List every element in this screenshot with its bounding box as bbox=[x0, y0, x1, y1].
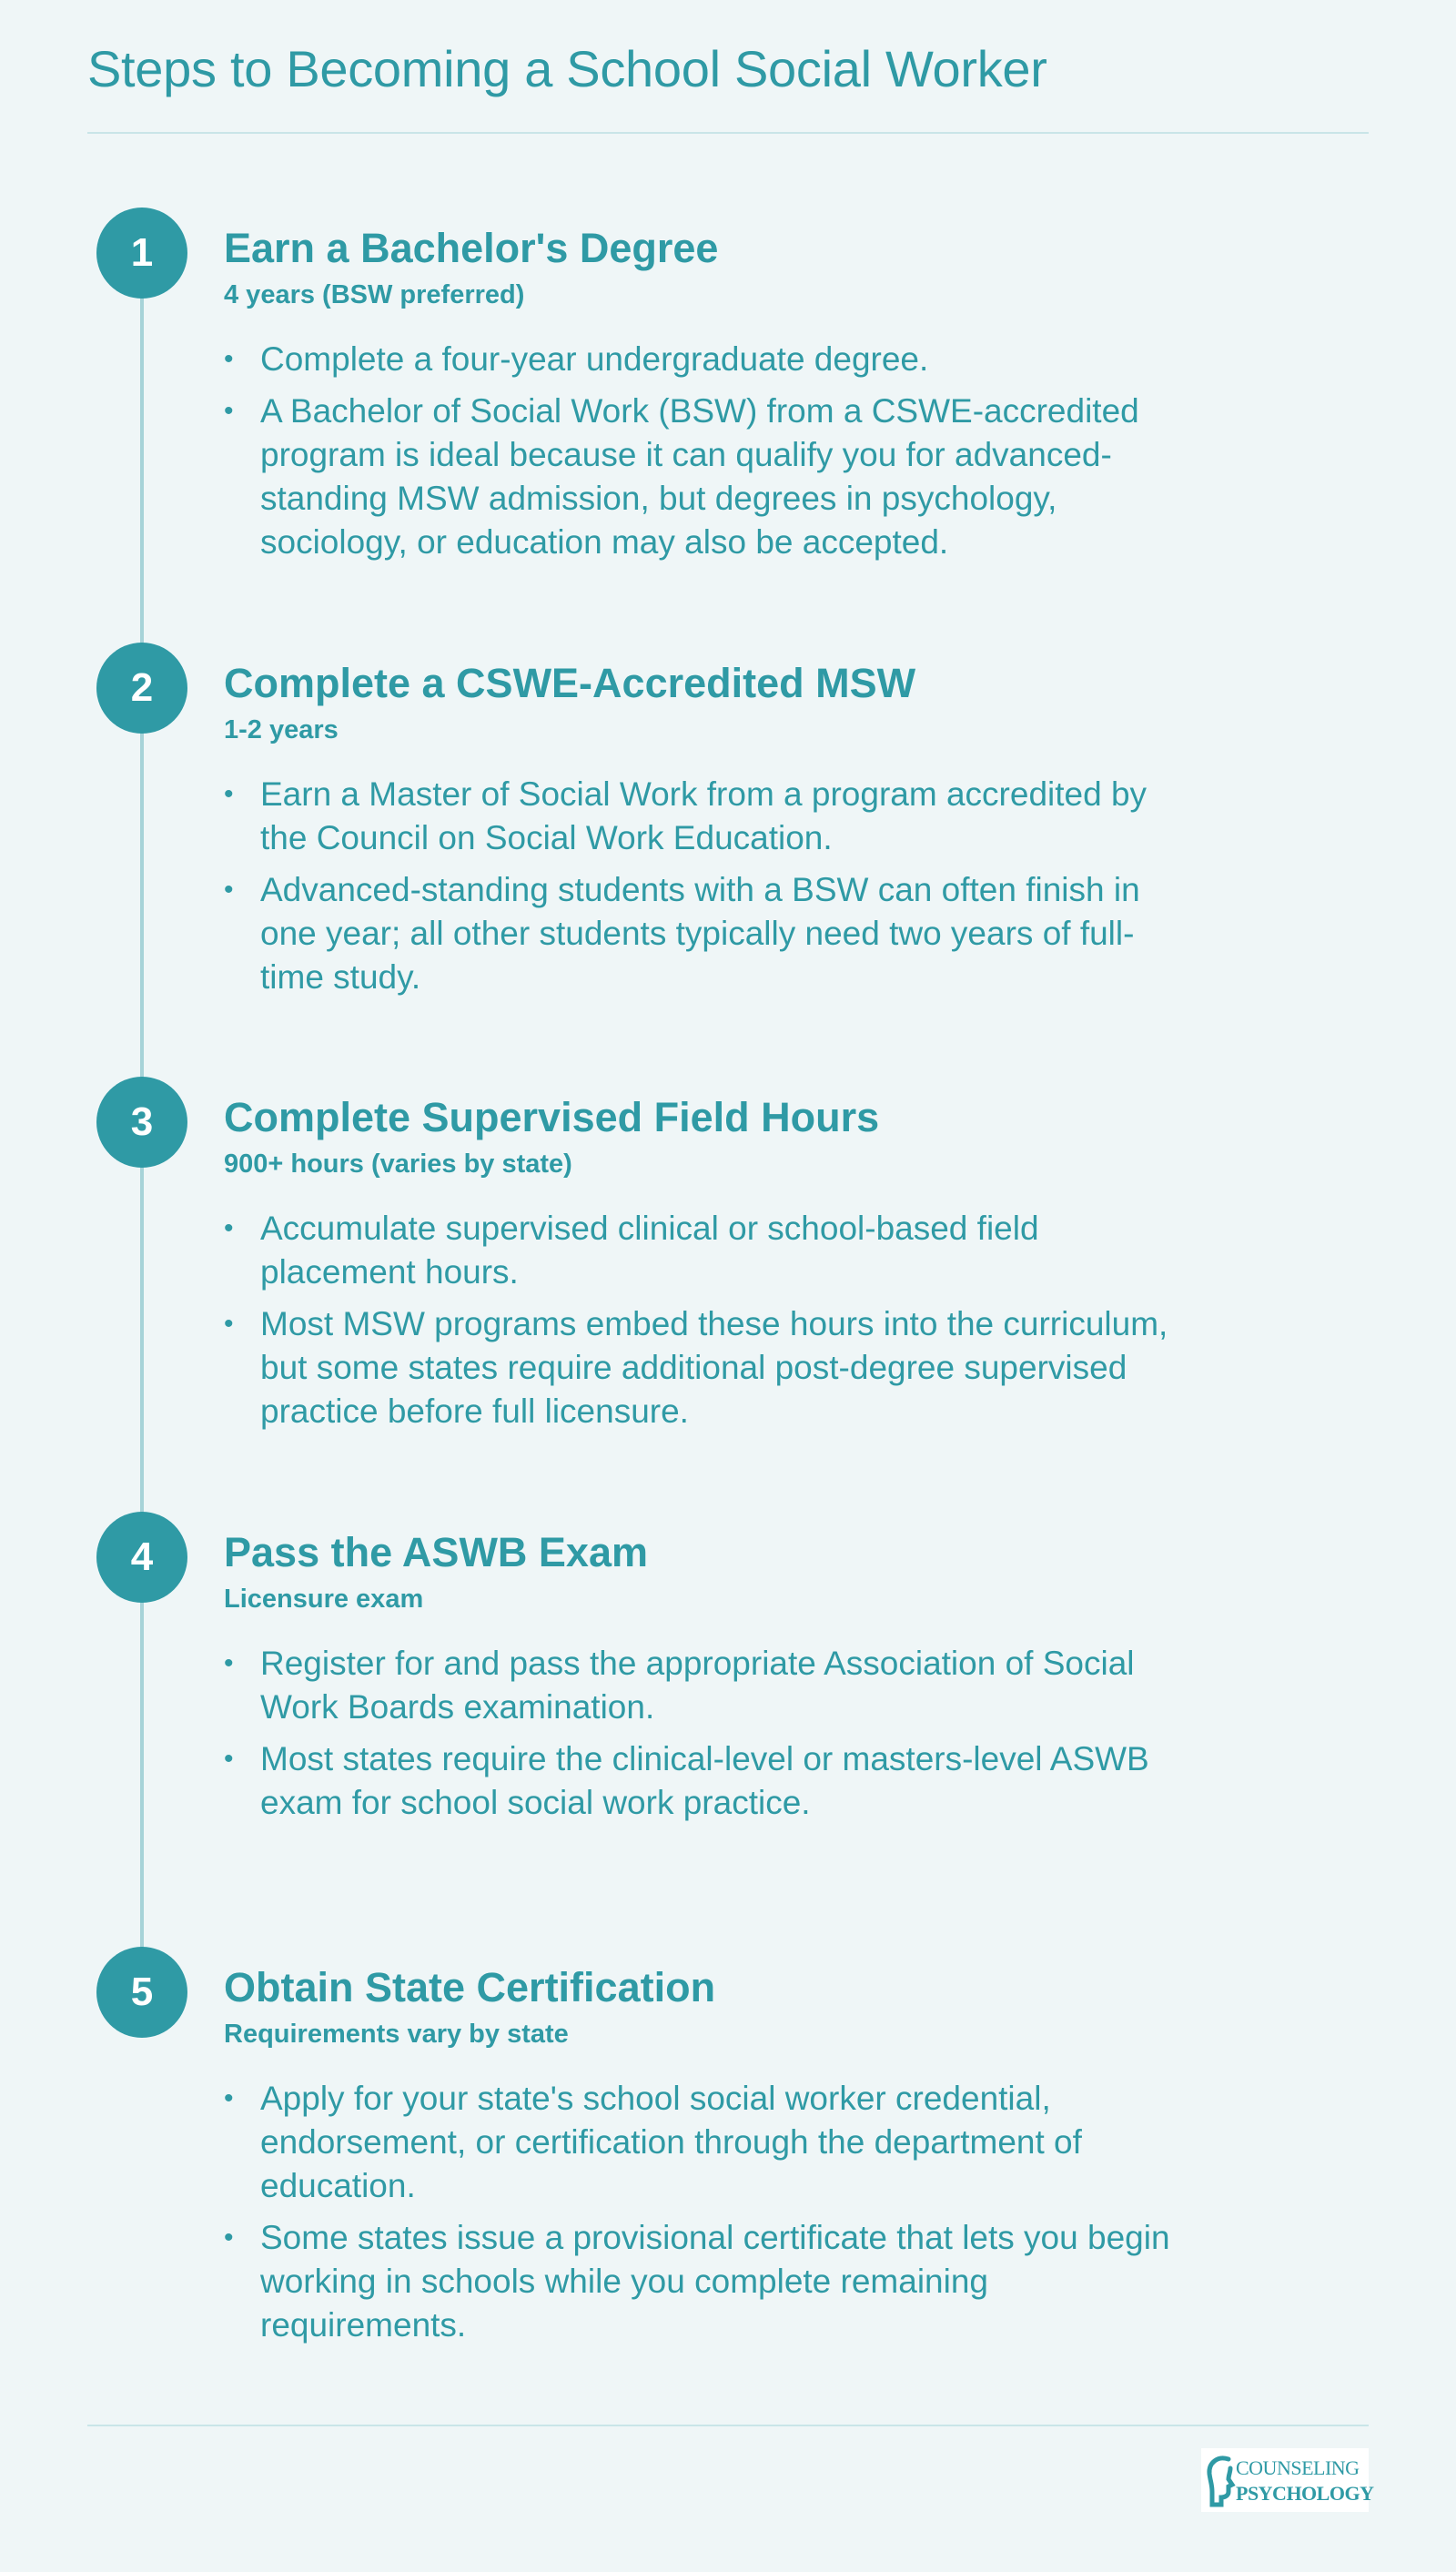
bullet-dot-icon: • bbox=[224, 1309, 234, 1339]
bullet-text: Accumulate supervised clinical or school-based field placement hours. bbox=[260, 1210, 1039, 1291]
bullet-dot-icon: • bbox=[224, 1213, 234, 1243]
step-number-badge: 4 bbox=[96, 1512, 187, 1603]
bullet-text: Earn a Master of Social Work from a program accredited by the Council on Social Work Education. bbox=[260, 775, 1148, 856]
bullet-item bbox=[224, 390, 1188, 564]
step-bullet-list bbox=[224, 1642, 1188, 1825]
step-title: Complete Supervised Field Hours bbox=[224, 1094, 880, 1140]
step-title: Complete a CSWE-Accredited MSW bbox=[224, 660, 916, 706]
step-duration: 900+ hours (varies by state) bbox=[224, 1149, 572, 1179]
bullet-item bbox=[224, 1642, 1188, 1729]
footer-divider bbox=[87, 2425, 1369, 2426]
step-duration: Licensure exam bbox=[224, 1585, 424, 1614]
counseling-psychology-logo bbox=[1201, 2448, 1374, 2512]
bullet-dot-icon: • bbox=[224, 1648, 234, 1678]
step-content bbox=[224, 1092, 1188, 1442]
bullet-dot-icon: • bbox=[224, 396, 234, 426]
step-title: Obtain State Certification bbox=[224, 1964, 716, 2010]
bullet-item bbox=[224, 1302, 1188, 1433]
step-title: Earn a Bachelor's Degree bbox=[224, 225, 719, 271]
header-divider bbox=[87, 132, 1369, 134]
step-number-badge: 1 bbox=[96, 208, 187, 299]
bullet-dot-icon: • bbox=[224, 2083, 234, 2113]
bullet-text: Some states issue a provisional certificate that lets you begin working in schools while you complete remaining requirements. bbox=[260, 2219, 1170, 2344]
bullet-item bbox=[224, 773, 1188, 860]
logo-line-2: PSYCHOLOGY bbox=[1236, 2482, 1374, 2505]
step-bullet-list bbox=[224, 1207, 1188, 1433]
bullet-text: Advanced-standing students with a BSW can often finish in one year; all other students typically need two years of full-time study. bbox=[260, 871, 1140, 996]
step-title: Pass the ASWB Exam bbox=[224, 1529, 648, 1575]
bullet-item bbox=[224, 2216, 1188, 2347]
bullet-text: Most states require the clinical-level or masters-level ASWB exam for school social work practice. bbox=[260, 1740, 1149, 1821]
step-bullet-list bbox=[224, 338, 1188, 564]
step-duration: 1-2 years bbox=[224, 715, 339, 744]
step-number-badge: 2 bbox=[96, 643, 187, 734]
bullet-item bbox=[224, 1737, 1188, 1825]
step-content bbox=[224, 658, 1188, 1008]
bullet-dot-icon: • bbox=[224, 344, 234, 374]
bullet-item bbox=[224, 1207, 1188, 1294]
step-bullet-list bbox=[224, 773, 1188, 999]
bullet-item bbox=[224, 868, 1188, 999]
bullet-dot-icon: • bbox=[224, 875, 234, 905]
step-content bbox=[224, 1962, 1188, 2355]
bullet-text: Complete a four-year undergraduate degree. bbox=[260, 340, 929, 378]
page-title: Steps to Becoming a School Social Worker bbox=[87, 40, 1047, 97]
bullet-dot-icon: • bbox=[224, 1744, 234, 1774]
step-number-badge: 5 bbox=[96, 1947, 187, 2038]
bullet-dot-icon: • bbox=[224, 779, 234, 809]
step-bullet-list bbox=[224, 2077, 1188, 2347]
head-profile-icon bbox=[1205, 2452, 1236, 2508]
bullet-item bbox=[224, 2077, 1188, 2208]
bullet-text: A Bachelor of Social Work (BSW) from a CSWE-accredited program is ideal because it can qualify you for advanced-standing MSW admission, but degrees in psychology, sociology, or education may also be accepted. bbox=[260, 392, 1139, 561]
logo-wordmark bbox=[1236, 2456, 1373, 2506]
bullet-dot-icon: • bbox=[224, 2223, 234, 2253]
bullet-item bbox=[224, 338, 1188, 381]
logo-line-1: COUNSELING bbox=[1236, 2456, 1360, 2479]
step-content bbox=[224, 1527, 1188, 1833]
bullet-text: Most MSW programs embed these hours into the curriculum, but some states require additional post-degree supervised practice before full licensure. bbox=[260, 1305, 1168, 1430]
bullet-text: Apply for your state's school social worker credential, endorsement, or certification through the department of education. bbox=[260, 2080, 1082, 2204]
step-duration: 4 years (BSW preferred) bbox=[224, 280, 525, 309]
step-content bbox=[224, 223, 1188, 572]
step-number-badge: 3 bbox=[96, 1077, 187, 1168]
bullet-text: Register for and pass the appropriate Association of Social Work Boards examination. bbox=[260, 1645, 1135, 1726]
step-duration: Requirements vary by state bbox=[224, 2020, 569, 2049]
